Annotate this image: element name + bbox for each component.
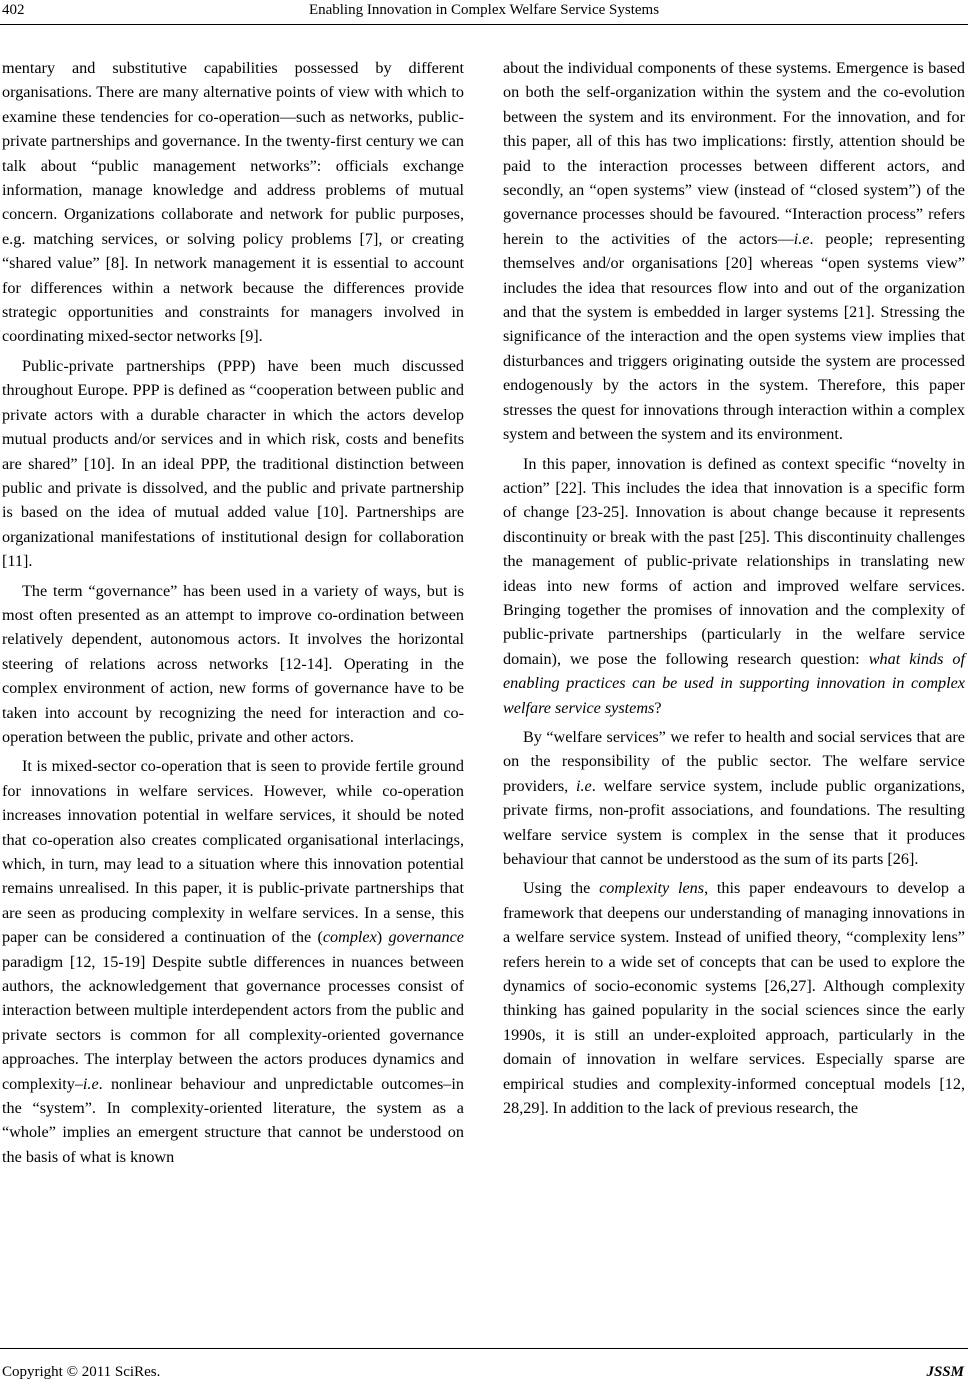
- text-run: In this paper, innovation is defined as context specific “novelty in action” [22]. This includes the idea that innovation is a specific form of change [23-25]. Innovation is about change because it represents discontinuity or break with the past [25]. This discontinuity challenges the management of public-private relationships in translating new ideas into new forms of action and improved welfare services. Bringing together the promises of innovation and the complexity of public-private partnerships (particularly in the welfare service domain), we pose the following research question:: [503, 454, 965, 668]
- research-question: what kinds of enabling practices can be used in supporting innovation in complex welfare service systems: [503, 649, 965, 717]
- page-header: [0, 0, 968, 26]
- paragraph: [503, 876, 965, 1120]
- text-run: ?: [654, 698, 662, 717]
- italic-term: i.e: [82, 1074, 99, 1093]
- header-rule: [0, 24, 968, 25]
- text-run: It is mixed-sector co-operation that is seen to provide fertile ground for innovations in welfare services. However, while co-operation increases innovation potential in welfare services, it should be noted that co-operation also creates complicated organisational interlacings, which, in turn, may lead to a situation where this innovation potential remains unrealised. In this paper, it is public-private partnerships that are seen as producing complexity in welfare services. In a sense, this paper can be considered a continuation of the (: [2, 757, 464, 947]
- italic-term: complex: [322, 928, 377, 947]
- copyright-notice: Copyright © 2011 SciRes.: [2, 1364, 161, 1380]
- paragraph: mentary and substitutive capabilities possessed by different organisations. There are many alternative points of view with which to examine these tendencies for co-operation—such as networks, public-private partnerships and governance. In the twenty-first century we can talk about “public management networks”: officials exchange information, manage knowledge and address problems of mutual concern. Organizations collaborate and network for public purposes, e.g. matching services, or solving policy problems [7], or creating “shared value” [8]. In network management it is essential to account for differences within a network because the differences provide strategic opportunities and constraints for managers involved in coordinating mixed-sector networks [9].: [2, 59, 464, 346]
- text-run: paradigm [12, 15-19] Despite subtle differences in nuances between authors, the acknowledgement that governance processes consist of interaction between multiple interdependent actors from the public and private sectors is common for all complexity-oriented governance approaches. The interplay between the actors produces dynamics and complexity–: [2, 952, 464, 1093]
- text-run: , this paper endeavours to develop a framework that deepens our understanding of managing innovations in a welfare service system. Instead of unified theory, “complexity lens” refers herein to a wide set of concepts that can be used to explore the dynamics of socio-economic systems [26,27]. Although complexity thinking has gained popularity in the social sciences since the early 1990s, it is still an under-exploited approach, particularly in the domain of innovation in welfare services. Especially sparse are empirical studies and complexity-informed conceptual models [12, 28,29]. In addition to the lack of previous research, the: [503, 879, 965, 1118]
- italic-term: complexity lens: [599, 879, 705, 898]
- footer-rule: [0, 1348, 968, 1349]
- running-title: Enabling Innovation in Complex Welfare Service Systems: [308, 2, 660, 18]
- journal-name: JSSM: [926, 1364, 964, 1380]
- italic-term: i.e: [575, 776, 592, 795]
- left-column: [2, 56, 464, 1169]
- text-run: about the individual components of these systems. Emergence is based on both the self-organization within the system and the co-evolution between the system and its environment. For the innovation, and for this paper, all of this has two implications: firstly, attention should be paid to the interaction processes between different actors, and secondly, an “open systems” view (instead of “closed system”) of the governance processes should be favoured. “Interaction process” refers herein to the activities of the actors—: [503, 59, 965, 248]
- right-column: [503, 56, 965, 1120]
- paragraph: [503, 56, 965, 447]
- italic-term: governance: [388, 928, 464, 947]
- text-run: . welfare service system, include public organizations, private firms, non-profit associations, and foundations. The resulting welfare service system is complex in the sense that it produces behaviour that cannot be understood as the sum of its parts [26].: [503, 776, 965, 868]
- text-run: ): [376, 928, 389, 947]
- text-run: Using the: [523, 879, 600, 898]
- paragraph: [503, 452, 965, 720]
- text-run: By “welfare services” we refer to health and social services that are on the responsibility of the public sector. The welfare service providers,: [503, 727, 965, 795]
- page-number: 402: [2, 2, 25, 18]
- italic-term: i.e: [793, 229, 810, 248]
- paragraph: The term “governance” has been used in a variety of ways, but is most often presented as an attempt to improve co-ordination between relatively dependent, autonomous actors. It involves the horizontal steering of relations across networks [12-14]. Operating in the complex environment of action, new forms of governance have to be taken into account by recognizing the need for interaction and co-operation between the public, private and other actors.: [2, 581, 464, 746]
- text-run: . nonlinear behaviour and unpredictable outcomes–in the “system”. In complexity-oriented literature, the system as a “whole” implies an emergent structure that cannot be understood on the basis of what is known: [2, 1074, 464, 1166]
- paragraph: [503, 725, 965, 871]
- text-run: . people; representing themselves and/or organisations [20] whereas “open systems view” includes the idea that resources flow into and out of the organization and that the system is embedded in larger systems [21]. Stressing the significance of the interaction and the open systems view implies that disturbances and triggers originating outside the system are processed endogenously by the actors in the system. Therefore, this paper stresses the quest for innovations through interaction within a complex system and between the system and its environment.: [503, 229, 965, 444]
- page-footer: [0, 1344, 968, 1386]
- paragraph: [2, 754, 464, 1169]
- paragraph: Public-private partnerships (PPP) have been much discussed throughout Europe. PPP is defined as “cooperation between public and private actors with a durable character in which the actors develop mutual products and/or services and in which risk, costs and benefits are shared” [10]. In an ideal PPP, the traditional distinction between public and private is dissolved, and the public and private partnership is based on the idea of mutual added value [10]. Partnerships are organizational manifestations of institutional design for collaboration [11].: [2, 356, 464, 571]
